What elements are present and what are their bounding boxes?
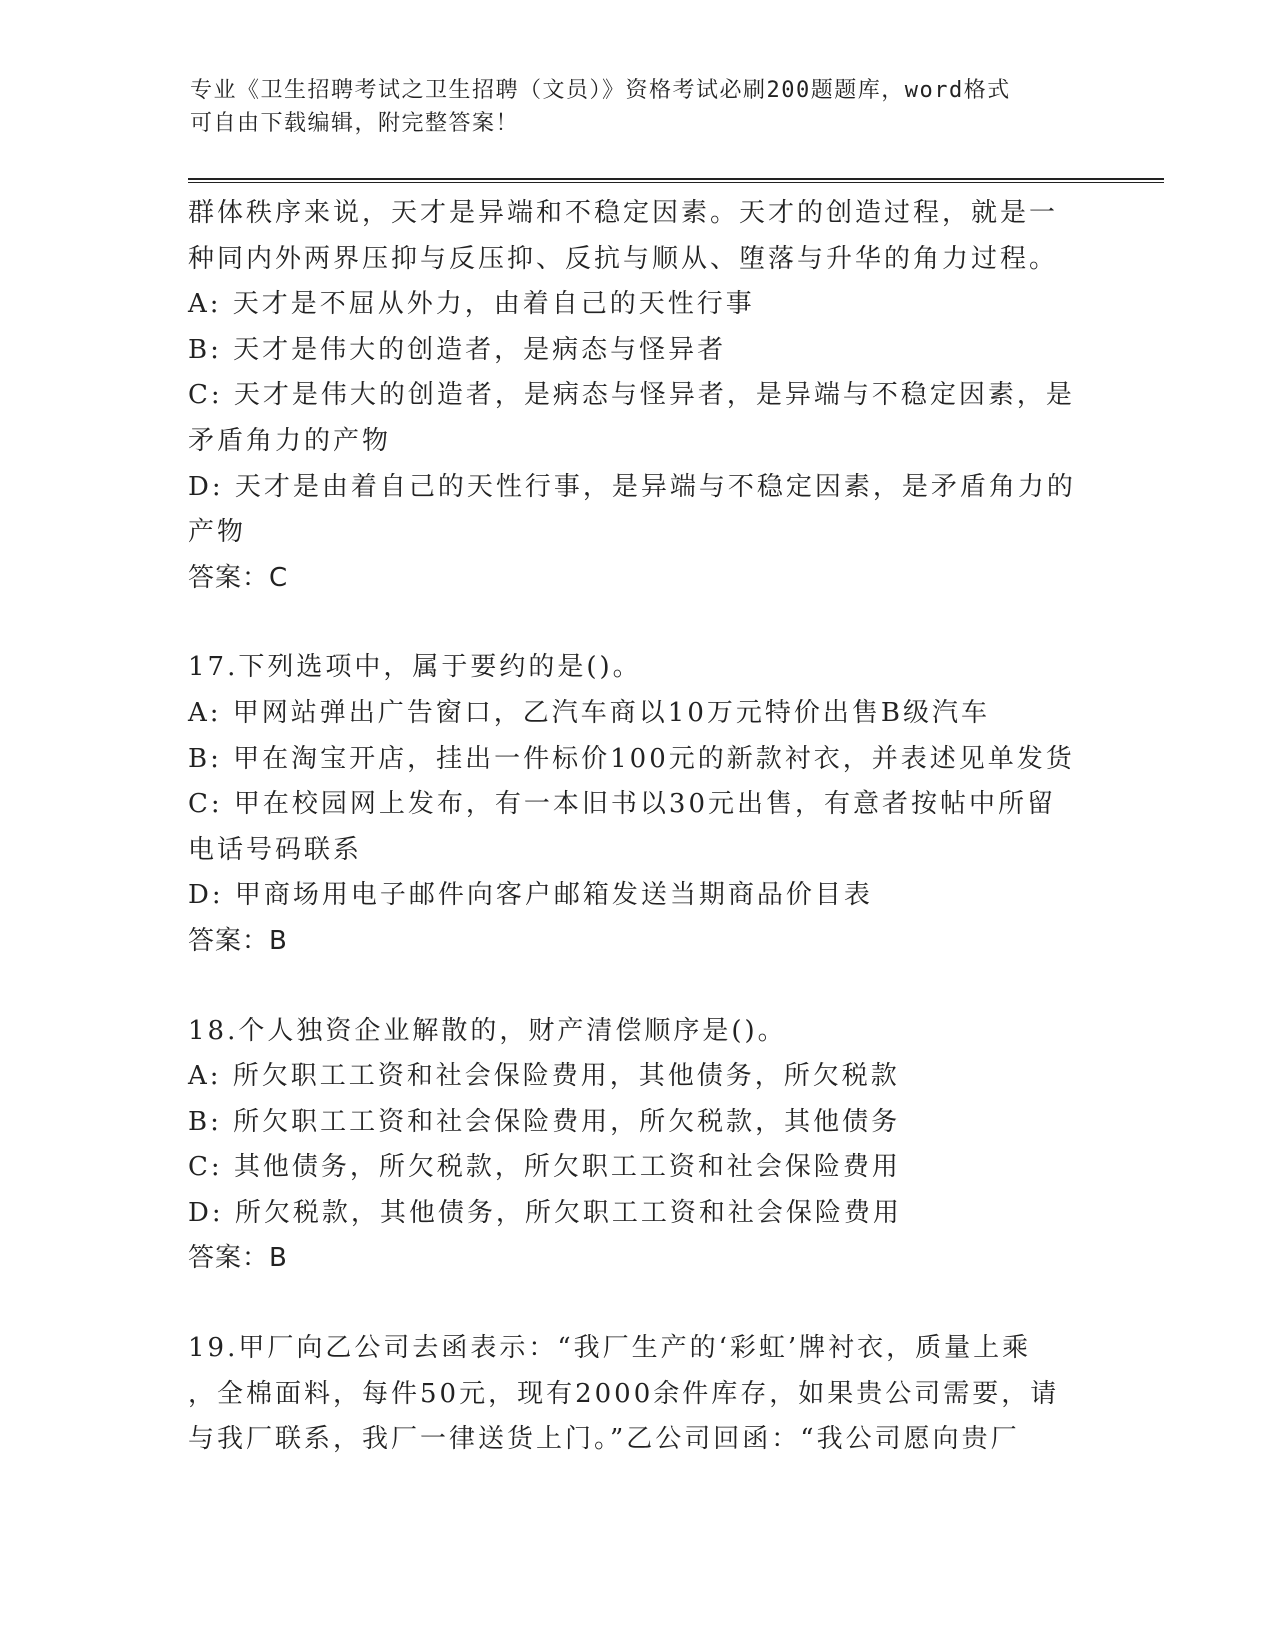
question-text-line: 19.甲厂向乙公司去函表示：“我厂生产的‘彩虹’牌衬衣，质量上乘 xyxy=(188,1333,1032,1364)
spacer xyxy=(188,601,1088,645)
header-divider-thin xyxy=(188,182,1164,183)
question-text: 18.个人独资企业解散的，财产清偿顺序是()。 xyxy=(188,1015,787,1046)
header-divider-thick xyxy=(188,178,1164,180)
option-b: B: 天才是伟大的创造者，是病态与怪异者 xyxy=(188,334,727,365)
answer-label: 答案：C xyxy=(188,562,289,593)
question-16-continued xyxy=(188,191,1088,601)
option-c-continued: 矛盾角力的产物 xyxy=(188,425,392,456)
spacer xyxy=(188,965,1088,1009)
option-a: A: 所欠职工工资和社会保险费用，其他债务，所欠税款 xyxy=(188,1061,900,1092)
question-text-line: 种同内外两界压抑与反压抑、反抗与顺从、堕落与升华的角力过程。 xyxy=(188,243,1059,274)
option-c: C: 甲在校园网上发布，有一本旧书以30元出售，有意者按帖中所留 xyxy=(188,789,1057,820)
header-title-line-2: 可自由下载编辑，附完整答案！ xyxy=(190,111,520,136)
question-19 xyxy=(188,1326,1088,1463)
header-title-line-1: 专业《卫生招聘考试之卫生招聘（文员）》资格考试必刷200题题库，word格式 xyxy=(190,78,1011,103)
option-d: D: 所欠税款，其他债务，所欠职工工资和社会保险费用 xyxy=(188,1197,902,1228)
option-d: D: 天才是由着自己的天性行事，是异端与不稳定因素，是矛盾角力的 xyxy=(188,471,1076,502)
spacer xyxy=(188,1282,1088,1326)
option-c: C: 其他债务，所欠税款，所欠职工工资和社会保险费用 xyxy=(188,1152,901,1183)
option-d-continued: 产物 xyxy=(188,517,247,548)
question-text-line: ，全棉面料，每件50元，现有2000余件库存，如果贵公司需要，请 xyxy=(188,1378,1060,1409)
option-d: D: 甲商场用电子邮件向客户邮箱发送当期商品价目表 xyxy=(188,880,873,911)
option-b: B: 甲在淘宝开店，挂出一件标价100元的新款衬衣，并表述见单发货 xyxy=(188,743,1075,774)
question-text: 17.下列选项中，属于要约的是()。 xyxy=(188,652,642,683)
document-body xyxy=(188,191,1088,1463)
question-18 xyxy=(188,1009,1088,1283)
question-text-line: 群体秩序来说，天才是异端和不稳定因素。天才的创造过程，就是一 xyxy=(188,198,1059,228)
option-c-continued: 电话号码联系 xyxy=(188,834,363,865)
option-c: C: 天才是伟大的创造者，是病态与怪异者，是异端与不稳定因素，是 xyxy=(188,380,1075,411)
document-header xyxy=(190,74,1070,140)
answer-label: 答案：B xyxy=(188,925,288,956)
question-17 xyxy=(188,645,1088,964)
question-text-line: 与我厂联系，我厂一律送货上门。”乙公司回函：“我公司愿向贵厂 xyxy=(188,1424,1020,1455)
option-b: B: 所欠职工工资和社会保险费用，所欠税款，其他债务 xyxy=(188,1106,901,1137)
answer-label: 答案：B xyxy=(188,1243,288,1274)
option-a: A: 甲网站弹出广告窗口，乙汽车商以10万元特价出售B级汽车 xyxy=(188,697,990,728)
option-a: A: 天才是不屈从外力，由着自己的天性行事 xyxy=(188,289,755,320)
